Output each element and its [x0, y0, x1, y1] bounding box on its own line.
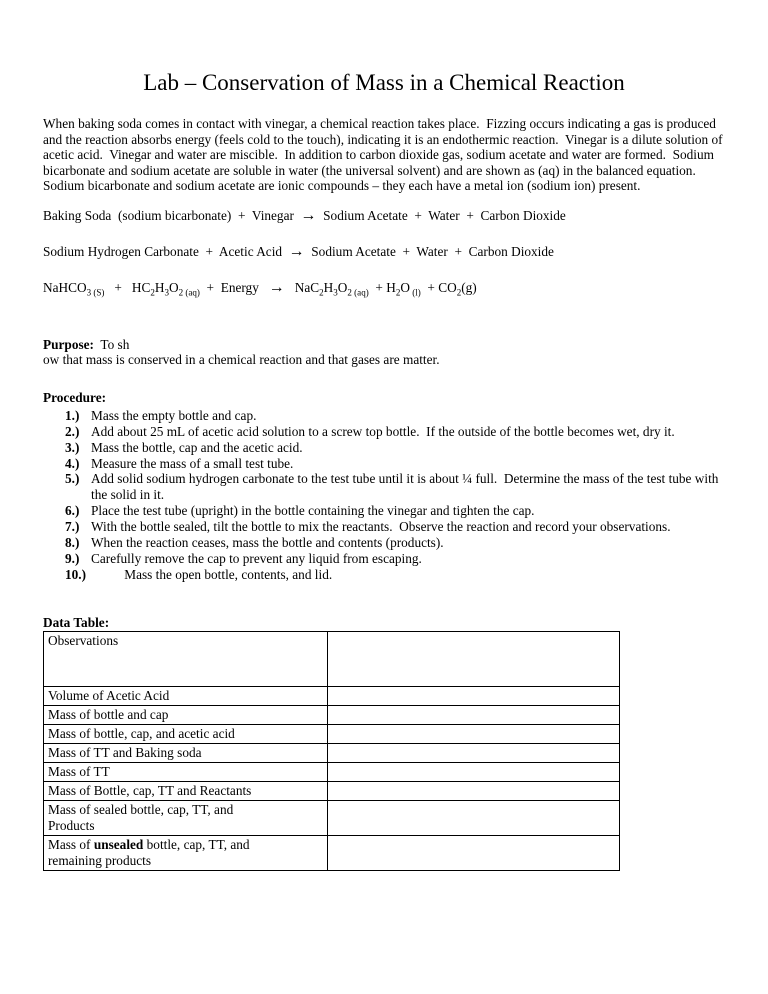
formula-subscript: 2: [395, 287, 401, 298]
purpose-heading: Purpose:: [43, 336, 94, 352]
formula-segment: + H: [368, 279, 396, 295]
item-text: With the bottle sealed, tilt the bottle to mix the reactants. Observe the reaction and record your observations.: [91, 519, 671, 535]
label-line2: Products: [48, 817, 95, 833]
purpose-text-line2: ow that mass is conserved in a chemical reaction and that gases are matter.: [43, 352, 440, 368]
procedure-item: [43, 408, 725, 424]
value-cell: [328, 835, 620, 870]
row-label: [44, 835, 328, 870]
procedure-item: [43, 551, 725, 567]
item-text: Mass the empty bottle and cap.: [91, 407, 257, 423]
item-number: 10.): [65, 566, 87, 582]
row-label: Mass of Bottle, cap, TT and Reactants: [44, 781, 328, 800]
formula-subscript: 3 (S): [86, 287, 105, 298]
word-equation-1: [43, 208, 725, 224]
formula-subscript: 2: [150, 287, 155, 298]
formula-segment: O: [168, 279, 179, 295]
item-number: 7.): [65, 519, 80, 535]
procedure-item: [43, 456, 725, 472]
value-cell: [328, 724, 620, 743]
reaction-arrow-icon: →: [288, 242, 305, 260]
value-cell: [328, 781, 620, 800]
reaction-arrow-icon: →: [300, 206, 317, 224]
formula-subscript: 2: [319, 287, 324, 298]
procedure-item: [43, 471, 725, 503]
purpose-section: [43, 337, 725, 368]
table-row: [44, 762, 620, 781]
value-cell: [328, 800, 620, 835]
table-row: [44, 686, 620, 705]
procedure-item: [43, 424, 725, 440]
formula-segment: + HC: [104, 279, 151, 295]
procedure-item: [43, 503, 725, 519]
equation-text: Sodium Acetate + Water + Carbon Dioxide: [304, 243, 554, 259]
table-row: [44, 724, 620, 743]
value-cell: [328, 705, 620, 724]
formula-segment: H: [323, 279, 334, 295]
table-row: [44, 835, 620, 870]
item-text: Mass the bottle, cap and the acetic acid.: [91, 439, 303, 455]
equation-text: Sodium Hydrogen Carbonate + Acetic Acid: [43, 243, 289, 259]
table-row: [44, 743, 620, 762]
item-number: 4.): [65, 455, 80, 471]
table-row: [44, 781, 620, 800]
reaction-arrow-icon: →: [268, 278, 285, 296]
item-text: Measure the mass of a small test tube.: [91, 455, 294, 471]
purpose-text-line1: To sh: [93, 336, 130, 352]
equation-text: Baking Soda (sodium bicarbonate) + Vinegar: [43, 207, 301, 223]
label-line1: Mass of sealed bottle, cap, TT, and: [48, 801, 234, 817]
formula-subscript: (l): [409, 287, 421, 298]
intro-paragraph: When baking soda comes in contact with vinegar, a chemical reaction takes place. Fizzing occurs indicating a gas is produced and the reaction absorbs energy (feels cold to the touch), indicating it is an endothermic reaction. Vinegar is a dilute solution of acetic acid. Vinegar and water are miscible. In addition to carbon dioxide gas, sodium acetate and water are formed. Sodium bicarbonate and sodium acetate are soluble in water (the universal solvent) and are shown as (aq) in the balanced equation. Sodium bicarbonate and sodium acetate are ionic compounds – they each have a metal ion (sodium ion) present.: [43, 116, 726, 194]
formula-segment: + Energy: [199, 279, 269, 295]
item-number: 9.): [65, 550, 80, 566]
procedure-item: [43, 535, 725, 551]
equation-text: Sodium Acetate + Water + Carbon Dioxide: [316, 207, 566, 223]
row-label: Mass of bottle and cap: [44, 705, 328, 724]
item-text: Mass the open bottle, contents, and lid.: [91, 566, 333, 582]
item-number: 1.): [65, 407, 80, 423]
label-bold: unsealed: [93, 836, 144, 852]
data-table: [43, 631, 620, 871]
formula-subscript: 2 (aq): [178, 287, 200, 298]
procedure-item: [43, 567, 725, 583]
item-text: Carefully remove the cap to prevent any liquid from escaping.: [91, 550, 422, 566]
formula-segment: H: [154, 279, 165, 295]
procedure-item: [43, 519, 725, 535]
value-cell: [328, 631, 620, 686]
table-row: [44, 800, 620, 835]
formula-subscript: 3: [164, 287, 169, 298]
value-cell: [328, 743, 620, 762]
value-cell: [328, 762, 620, 781]
procedure-heading: Procedure:: [43, 389, 107, 405]
item-text: When the reaction ceases, mass the bottle and contents (products).: [91, 535, 444, 551]
item-number: 6.): [65, 503, 80, 519]
row-label: Mass of TT: [44, 762, 328, 781]
item-number: 2.): [65, 423, 80, 439]
formula-segment: + CO: [420, 279, 457, 295]
label-pre: Mass of: [48, 836, 94, 852]
row-label: Volume of Acetic Acid: [44, 686, 328, 705]
procedure-list: [43, 408, 725, 583]
item-number: 3.): [65, 439, 80, 455]
row-label: Observations: [44, 631, 328, 686]
item-number: 8.): [65, 535, 80, 551]
item-text: Add solid sodium hydrogen carbonate to the test tube until it is about ¼ full. Determine the mass of the test tube with the solid in it.: [91, 471, 722, 503]
word-equation-2: [43, 244, 725, 260]
row-label: Mass of bottle, cap, and acetic acid: [44, 724, 328, 743]
data-table-heading: Data Table:: [43, 614, 110, 630]
formula-segment: NaHCO: [43, 279, 87, 295]
row-label: Mass of TT and Baking soda: [44, 743, 328, 762]
formula-subscript: 2: [456, 287, 462, 298]
item-text: Place the test tube (upright) in the bottle containing the vinegar and tighten the cap.: [91, 503, 535, 519]
page-title: Lab – Conservation of Mass in a Chemical Reaction: [143, 70, 625, 95]
item-number: 5.): [65, 471, 80, 487]
label-line2: remaining products: [48, 852, 152, 868]
label-post: bottle, cap, TT, and: [143, 836, 250, 852]
value-cell: [328, 686, 620, 705]
row-label: [44, 800, 328, 835]
formula-segment: NaC: [284, 279, 320, 295]
procedure-item: [43, 440, 725, 456]
chemical-equation: [43, 280, 725, 301]
table-row: [44, 705, 620, 724]
formula-segment: O: [400, 279, 410, 295]
item-text: Add about 25 mL of acetic acid solution to a screw top bottle. If the outside of the bottle becomes wet, dry it.: [91, 423, 675, 439]
table-row: [44, 631, 620, 686]
formula-subscript: 2 (aq): [347, 287, 369, 298]
formula-subscript: 3: [333, 287, 338, 298]
formula-segment: O: [337, 279, 348, 295]
formula-segment: (g): [461, 279, 477, 295]
